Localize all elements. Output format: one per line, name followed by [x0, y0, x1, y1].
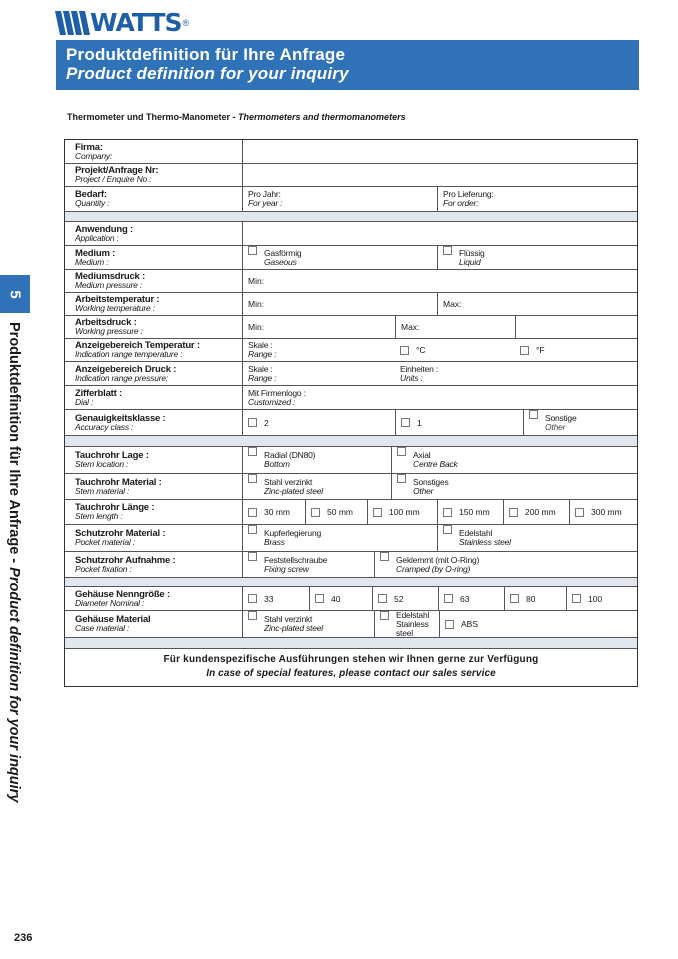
option-label: 40 — [331, 593, 341, 604]
pocket-fixation-cramped-option[interactable] — [374, 552, 637, 577]
working-temperature-min-field[interactable] — [243, 293, 437, 315]
field-label-de: Mit Firmenlogo : — [248, 387, 306, 398]
label-de: Anzeigebereich Druck : — [75, 363, 177, 375]
application-field[interactable] — [243, 222, 637, 245]
accuracy-class-1-option[interactable] — [395, 410, 523, 435]
checkbox-icon[interactable] — [248, 594, 257, 603]
dial-customized-field[interactable] — [243, 386, 637, 409]
diameter-100-option[interactable] — [566, 587, 637, 610]
form-row-stem-location — [65, 447, 637, 474]
watts-logo-mark-icon — [55, 11, 91, 35]
field-label-en: Range : — [248, 349, 277, 359]
checkbox-icon[interactable] — [510, 594, 519, 603]
checkbox-icon[interactable] — [311, 508, 320, 517]
form-footer — [65, 653, 637, 681]
form-row-application — [65, 222, 637, 246]
option-en: Bottom — [264, 459, 290, 469]
unit-celsius-option[interactable] — [395, 339, 515, 361]
field-label-en: Units : — [400, 372, 423, 383]
label-de: Schutzrohr Aufnahme : — [75, 554, 176, 566]
row-label — [65, 386, 243, 409]
quantity-per-year-field[interactable] — [243, 187, 437, 211]
working-pressure-extra-field[interactable] — [515, 316, 637, 338]
label-de: Zifferblatt : — [75, 387, 123, 399]
pocket-material-stainless-option[interactable] — [437, 525, 637, 551]
checkbox-icon[interactable] — [509, 508, 518, 517]
option-de: Stahl verzinkt — [264, 476, 313, 487]
label-de: Bedarf: — [75, 189, 107, 200]
stem-length-100-option[interactable] — [367, 500, 437, 524]
logo-text: WATTS — [90, 8, 182, 37]
checkbox-icon[interactable] — [444, 594, 453, 603]
label-de: Tauchrohr Material : — [75, 476, 162, 488]
row-label — [65, 525, 243, 551]
row-label — [65, 222, 243, 245]
page-number: 236 — [14, 932, 33, 944]
label-de: Mediumsdruck : — [75, 271, 146, 282]
stem-length-30-option[interactable] — [243, 500, 305, 524]
watts-logo — [55, 9, 205, 37]
field-label-de: Pro Lieferung: — [443, 189, 494, 199]
temperature-range-field[interactable] — [243, 339, 395, 361]
checkbox-icon[interactable] — [397, 474, 406, 483]
option-en: Stainless steel — [396, 618, 429, 638]
diameter-80-option[interactable] — [504, 587, 566, 610]
case-material-abs-option[interactable] — [439, 611, 519, 637]
label-de: Firma: — [75, 141, 103, 153]
field-label-en: Range : — [248, 372, 277, 383]
form-row-accuracy-class — [65, 410, 637, 436]
option-label: 80 — [526, 593, 536, 604]
label-de: Tauchrohr Länge : — [75, 502, 155, 513]
label-en: Stem material : — [75, 485, 130, 496]
label-en: Medium : — [75, 256, 109, 267]
checkbox-icon[interactable] — [248, 246, 257, 255]
checkbox-icon[interactable] — [248, 447, 257, 456]
form-row-indication-pressure — [65, 362, 637, 386]
vertical-title-separator: - — [6, 554, 22, 568]
medium-gaseous-option[interactable] — [243, 246, 437, 269]
option-label: 100 — [588, 593, 603, 604]
label-en: Dial : — [75, 396, 94, 407]
checkbox-icon[interactable] — [248, 418, 257, 427]
option-en: Brass — [264, 537, 285, 547]
row-label — [65, 339, 243, 361]
form-row-indication-temperature — [65, 339, 637, 362]
row-label — [65, 316, 243, 338]
option-de: Feststellschraube — [264, 554, 328, 565]
option-en: Centre Back — [413, 459, 458, 469]
checkbox-icon[interactable] — [575, 508, 584, 517]
option-en: Other — [413, 485, 434, 496]
banner-title-de: Produktdefinition für Ihre Anfrage — [66, 45, 346, 64]
label-en: Accuracy class : — [75, 421, 134, 432]
label-en: Application : — [75, 232, 119, 243]
field-label-en: For order: — [443, 198, 479, 208]
form-row-project — [65, 164, 637, 187]
form-row-case-material — [65, 611, 637, 638]
working-pressure-min-field[interactable] — [243, 316, 395, 338]
label-de: Projekt/Anfrage Nr: — [75, 165, 159, 176]
row-label — [65, 246, 243, 269]
checkbox-icon[interactable] — [380, 552, 389, 561]
label-en: Quantity : — [75, 198, 110, 208]
option-label: 63 — [460, 593, 470, 604]
stem-material-zinc-option[interactable] — [243, 474, 391, 499]
checkbox-icon[interactable] — [572, 594, 581, 603]
option-label: 50 mm — [327, 507, 353, 517]
form-row-stem-material — [65, 474, 637, 500]
stem-location-bottom-option[interactable] — [243, 447, 391, 473]
label-de: Anwendung : — [75, 223, 133, 235]
stem-length-150-option[interactable] — [437, 500, 503, 524]
label-en: Stem location : — [75, 459, 129, 469]
pressure-units-field[interactable] — [395, 362, 637, 385]
field-label: Max: — [401, 322, 420, 332]
option-label: ABS — [461, 619, 479, 629]
option-label: 2 — [264, 417, 269, 428]
header-banner — [56, 40, 639, 90]
checkbox-icon[interactable] — [397, 447, 406, 456]
label-de: Arbeitsdruck : — [75, 317, 137, 328]
checkbox-icon[interactable] — [315, 594, 324, 603]
row-label — [65, 500, 243, 524]
option-label: 300 mm — [591, 507, 622, 517]
row-label — [65, 410, 243, 435]
accuracy-class-other-option[interactable] — [523, 410, 637, 435]
checkbox-icon[interactable] — [380, 611, 389, 620]
field-label: Min: — [248, 322, 265, 332]
field-label-de: Einheiten : — [400, 363, 438, 374]
option-en: Liquid — [459, 256, 481, 267]
form-row-stem-length — [65, 500, 637, 525]
label-en: Case material : — [75, 623, 130, 633]
option-label: 100 mm — [389, 507, 420, 517]
row-label — [65, 293, 243, 315]
form-spacer — [65, 578, 637, 587]
unit-fahrenheit-option[interactable] — [515, 339, 637, 361]
diameter-33-option[interactable] — [243, 587, 309, 610]
medium-liquid-option[interactable] — [437, 246, 637, 269]
footer-text-de: Für kundenspezifische Ausführungen stehen wir Ihnen gerne zur Verfügung — [163, 654, 539, 665]
checkbox-icon[interactable] — [443, 525, 452, 534]
form-row-pocket-material — [65, 525, 637, 552]
section-title-de: Thermometer und Thermo-Manometer — [67, 112, 231, 122]
vertical-page-title — [6, 322, 22, 802]
label-en: Company: — [75, 150, 113, 161]
working-temperature-max-field[interactable] — [437, 293, 637, 315]
option-de: Stahl verzinkt — [264, 614, 313, 624]
vertical-title-de: Produktdefinition für Ihre Anfrage — [6, 322, 22, 555]
label-de: Tauchrohr Lage : — [75, 450, 149, 461]
form-row-medium-pressure — [65, 270, 637, 293]
accuracy-class-2-option[interactable] — [243, 410, 395, 435]
form-spacer — [65, 212, 637, 222]
logo-registered-mark: ® — [182, 18, 190, 28]
label-en: Stem length : — [75, 511, 123, 521]
form-row-medium — [65, 246, 637, 270]
checkbox-icon[interactable] — [443, 246, 452, 255]
row-label — [65, 447, 243, 473]
diameter-52-option[interactable] — [372, 587, 438, 610]
label-de: Arbeitstemperatur : — [75, 294, 160, 305]
field-label-en: Customized : — [248, 396, 296, 407]
project-field[interactable] — [243, 164, 637, 186]
row-label — [65, 611, 243, 637]
label-de: Anzeigebereich Temperatur : — [75, 340, 200, 351]
checkbox-icon[interactable] — [248, 525, 257, 534]
form-row-quantity — [65, 187, 637, 212]
footer-text-en: In case of special features, please contact our sales service — [206, 668, 496, 679]
option-en: Fixing screw — [264, 563, 309, 574]
option-label: 200 mm — [525, 507, 556, 517]
row-label — [65, 270, 243, 292]
option-en: Zinc-plated steel — [264, 623, 323, 633]
label-en: Pocket material : — [75, 537, 135, 547]
option-de: Edelstahl — [459, 528, 493, 538]
section-title-en: Thermometers and thermomanometers — [238, 112, 406, 122]
chapter-tab — [0, 275, 30, 313]
option-label: 33 — [264, 593, 274, 604]
option-de: Kupferlegierung — [264, 528, 322, 538]
checkbox-icon[interactable] — [248, 508, 257, 517]
checkbox-icon[interactable] — [443, 508, 452, 517]
form-spacer — [65, 436, 637, 447]
row-label — [65, 187, 243, 211]
option-label: °F — [536, 345, 545, 355]
form-spacer — [65, 638, 637, 649]
checkbox-icon[interactable] — [400, 346, 409, 355]
form-row-dial — [65, 386, 637, 410]
field-label-de: Skale : — [248, 340, 273, 350]
field-label: Max: — [443, 299, 462, 309]
stem-length-200-option[interactable] — [503, 500, 569, 524]
label-en: Pocket fixation : — [75, 563, 132, 574]
option-label: 1 — [417, 417, 422, 428]
diameter-63-option[interactable] — [438, 587, 504, 610]
option-label: °C — [416, 345, 426, 355]
case-material-zinc-option[interactable] — [243, 611, 374, 637]
form-row-working-temperature — [65, 293, 637, 316]
field-label-de: Pro Jahr: — [248, 189, 281, 199]
label-de: Medium : — [75, 247, 116, 259]
working-pressure-max-field[interactable] — [395, 316, 515, 338]
row-label — [65, 362, 243, 385]
option-label: 30 mm — [264, 507, 290, 517]
pressure-range-field[interactable] — [243, 362, 395, 385]
form-row-company — [65, 140, 637, 164]
row-label — [65, 587, 243, 610]
section-title-separator: - — [230, 112, 239, 122]
diameter-40-option[interactable] — [309, 587, 372, 610]
option-en: Cramped (by O-ring) — [396, 563, 471, 574]
row-label — [65, 552, 243, 577]
checkbox-icon[interactable] — [248, 474, 257, 483]
stem-location-axial-option[interactable] — [391, 447, 637, 473]
field-label-de: Skale : — [248, 363, 273, 374]
row-label — [65, 164, 243, 186]
form-row-working-pressure — [65, 316, 637, 339]
option-de: Axial — [413, 450, 431, 460]
label-en: Working temperature : — [75, 303, 155, 313]
pocket-fixation-screw-option[interactable] — [243, 552, 374, 577]
row-label — [65, 474, 243, 499]
field-label: Min: — [248, 276, 265, 286]
label-en: Diameter Nominal : — [75, 597, 145, 608]
section-title — [67, 112, 406, 122]
option-de: Edelstahl — [396, 609, 430, 620]
option-label: 150 mm — [459, 507, 490, 517]
row-label — [65, 140, 243, 163]
banner-title-en: Product definition for your inquiry — [66, 64, 349, 83]
case-material-stainless-option[interactable] — [374, 611, 439, 637]
stem-material-other-option[interactable] — [391, 474, 637, 499]
checkbox-icon[interactable] — [248, 552, 257, 561]
label-en: Medium pressure : — [75, 280, 142, 290]
stem-length-300-option[interactable] — [569, 500, 637, 524]
option-de: Sonstige — [545, 412, 577, 423]
label-de: Schutzrohr Material : — [75, 528, 166, 539]
label-en: Project / Enquire No : — [75, 174, 152, 184]
vertical-title-en: Product definition for your inquiry — [6, 567, 22, 803]
checkbox-icon[interactable] — [248, 611, 257, 620]
quantity-per-order-field[interactable] — [437, 187, 637, 211]
checkbox-icon[interactable] — [520, 346, 529, 355]
checkbox-icon[interactable] — [529, 410, 538, 419]
option-en: Other — [545, 421, 566, 432]
stem-length-50-option[interactable] — [305, 500, 367, 524]
label-en: Indication range pressure: — [75, 372, 169, 383]
checkbox-icon[interactable] — [378, 594, 387, 603]
option-label: 52 — [394, 593, 404, 604]
option-de: Sonstiges — [413, 476, 449, 487]
checkbox-icon[interactable] — [401, 418, 410, 427]
label-de: Genauigkeitsklasse : — [75, 412, 166, 424]
form-row-diameter-nominal — [65, 587, 637, 611]
option-de: Radial (DN80) — [264, 450, 316, 460]
option-en: Zinc-plated steel — [264, 485, 323, 496]
label-de: Gehäuse Nenngröße : — [75, 588, 170, 600]
inquiry-form — [64, 139, 638, 687]
checkbox-icon[interactable] — [373, 508, 382, 517]
option-de: Geklemmt (mit O-Ring) — [396, 554, 480, 565]
chapter-number: 5 — [6, 289, 24, 299]
medium-pressure-min-field[interactable] — [243, 270, 637, 292]
pocket-material-brass-option[interactable] — [243, 525, 437, 551]
label-de: Gehäuse Material — [75, 614, 151, 625]
form-row-pocket-fixation — [65, 552, 637, 578]
option-de: Gasförmig — [264, 247, 302, 258]
field-label-en: For year : — [248, 198, 283, 208]
option-de: Flüssig — [459, 247, 485, 258]
field-label: Min: — [248, 299, 265, 309]
option-en: Gaseous — [264, 256, 297, 267]
label-en: Indication range temperature : — [75, 349, 183, 359]
company-field[interactable] — [243, 140, 637, 163]
checkbox-icon[interactable] — [445, 620, 454, 629]
label-en: Working pressure : — [75, 326, 143, 336]
option-en: Stainless steel — [459, 537, 511, 547]
